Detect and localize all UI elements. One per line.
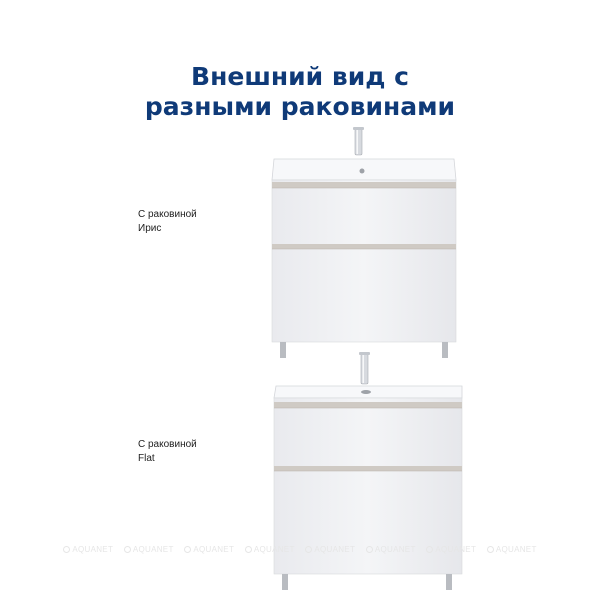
watermark-logo (487, 545, 537, 554)
watermark-text: AQUANET (132, 544, 174, 554)
watermark-text: AQUANET (253, 544, 295, 554)
aquanet-logo-icon (245, 546, 252, 553)
caption-flat-line-2: Flat (138, 453, 155, 464)
watermark-logo (305, 545, 355, 554)
aquanet-logo-icon (366, 546, 373, 553)
title-line-2: разными раковинами (144, 92, 456, 121)
watermark-text: AQUANET (374, 544, 416, 554)
caption-iris (138, 208, 197, 236)
watermark-text: AQUANET (495, 544, 537, 554)
watermark-text: AQUANET (72, 544, 114, 554)
leg-right-flat (446, 574, 452, 590)
watermark-row (0, 542, 600, 556)
watermark-logo (426, 545, 476, 554)
aquanet-logo-icon (426, 546, 433, 553)
faucet-iris (353, 127, 364, 155)
aquanet-logo-icon (124, 546, 131, 553)
caption-iris-line-2: Ирис (138, 223, 162, 234)
drawer-handle-strip-top-flat (274, 402, 462, 408)
drawer-handle-strip-top-iris (272, 182, 456, 188)
page-title (0, 62, 600, 122)
watermark-logo (63, 545, 113, 554)
faucet-flat (359, 352, 370, 384)
sink-drain-flat (361, 390, 371, 394)
watermark-text: AQUANET (435, 544, 477, 554)
watermark-logo (124, 545, 174, 554)
sink-drain-iris (360, 169, 365, 174)
vanity-iris-image (262, 126, 466, 360)
watermark-text: AQUANET (314, 544, 356, 554)
caption-iris-line-1: С раковиной (138, 209, 197, 220)
drawer-handle-strip-bottom-flat (274, 466, 462, 471)
watermark-logo (184, 545, 234, 554)
caption-flat-line-1: С раковиной (138, 439, 197, 450)
aquanet-logo-icon (63, 546, 70, 553)
leg-left-flat (282, 574, 288, 590)
watermark-logo (245, 545, 295, 554)
caption-flat (138, 438, 197, 466)
watermark-logo (366, 545, 416, 554)
aquanet-logo-icon (487, 546, 494, 553)
drawer-handle-strip-bottom-iris (272, 244, 456, 249)
aquanet-logo-icon (305, 546, 312, 553)
aquanet-logo-icon (184, 546, 191, 553)
watermark-text: AQUANET (193, 544, 235, 554)
title-line-1: Внешний вид с (191, 62, 409, 91)
cabinet-body-iris (272, 180, 456, 342)
